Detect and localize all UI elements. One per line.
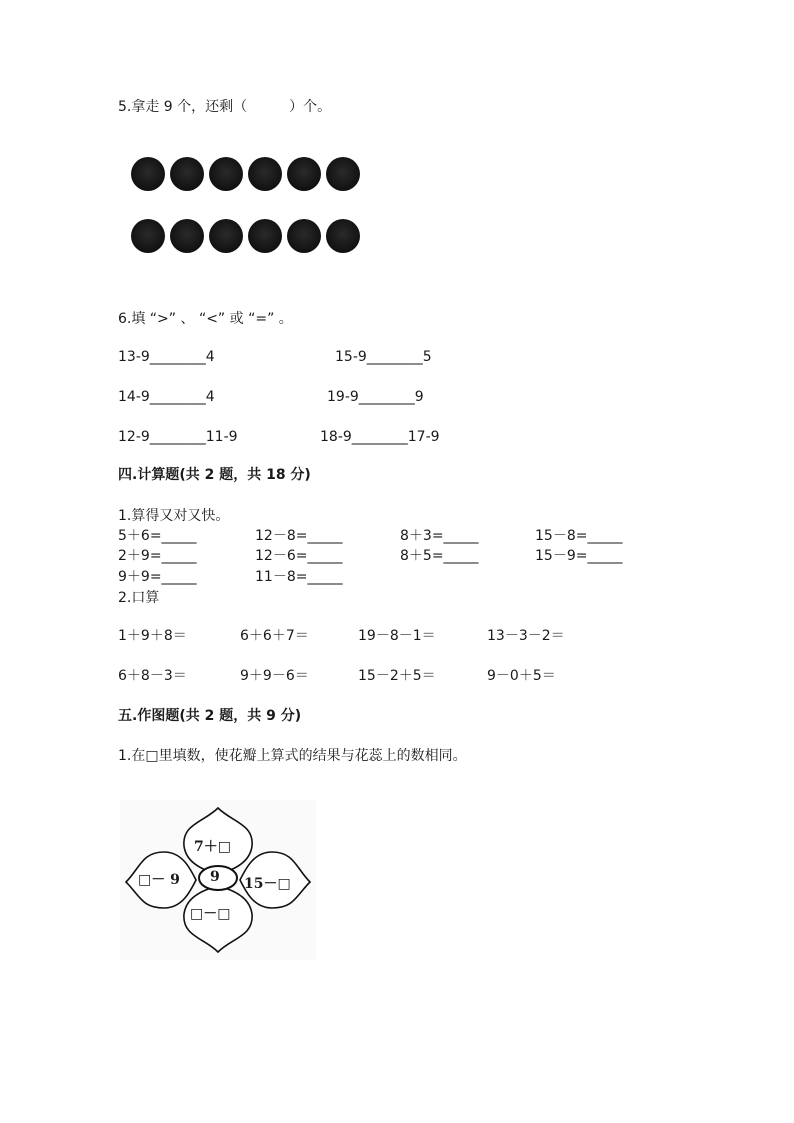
compare-item: 12-9________11-9	[118, 429, 238, 445]
compare-item: 15-9________5	[335, 349, 432, 365]
dot	[248, 219, 282, 253]
bottom-petal-expression: □－□	[190, 906, 231, 922]
calc-item: 11－8=_____	[255, 569, 343, 585]
dot	[287, 157, 321, 191]
calc-item: 12－8=_____	[255, 528, 343, 544]
mental-calc-item: 6＋8－3＝	[118, 668, 187, 684]
compare-item: 14-9________4	[118, 389, 215, 405]
drawing-q1-title: 1.在□里填数，使花瓣上算式的结果与花蕊上的数相同。	[118, 748, 467, 764]
calc-item: 2＋9=_____	[118, 548, 197, 564]
compare-item: 13-9________4	[118, 349, 215, 365]
dot	[287, 219, 321, 253]
compare-item: 19-9________9	[327, 389, 424, 405]
dot	[131, 219, 165, 253]
dot	[248, 157, 282, 191]
mental-calc-item: 6＋6＋7＝	[240, 628, 309, 644]
calc-item: 5＋6=_____	[118, 528, 197, 544]
section-5-heading: 五.作图题(共 2 题，共 9 分)	[118, 708, 302, 724]
calc-q2-title: 2.口算	[118, 590, 160, 606]
dot	[170, 157, 204, 191]
dot	[326, 157, 360, 191]
calc-item: 8＋3=_____	[400, 528, 479, 544]
calc-q1-title: 1.算得又对又快。	[118, 508, 230, 524]
flower-figure	[120, 800, 316, 960]
compare-item: 18-9________17-9	[320, 429, 440, 445]
question-5-text: 5.拿走 9 个，还剩（ ）个。	[118, 99, 332, 115]
calc-item: 9＋9=_____	[118, 569, 197, 585]
dot	[131, 157, 165, 191]
mental-calc-item: 19－8－1＝	[358, 628, 436, 644]
flower-center-number: 9	[210, 869, 220, 885]
mental-calc-item: 15－2＋5＝	[358, 668, 436, 684]
mental-calc-item: 13－3－2＝	[487, 628, 565, 644]
calc-item: 8＋5=_____	[400, 548, 479, 564]
top-petal-expression: 7＋□	[194, 839, 231, 855]
mental-calc-item: 1＋9＋8＝	[118, 628, 187, 644]
question-6-title: 6.填 “>” 、 “<” 或 “=” 。	[118, 311, 293, 327]
mental-calc-item: 9＋9－6＝	[240, 668, 309, 684]
dot	[209, 219, 243, 253]
right-petal-expression: 15－□	[244, 876, 291, 892]
left-petal-expression: □－ 9	[138, 872, 180, 888]
dot	[209, 157, 243, 191]
calc-item: 15－9=_____	[535, 548, 623, 564]
mental-calc-item: 9－0＋5＝	[487, 668, 556, 684]
calc-item: 12－6=_____	[255, 548, 343, 564]
calc-item: 15－8=_____	[535, 528, 623, 544]
section-4-heading: 四.计算题(共 2 题，共 18 分)	[118, 467, 311, 483]
dot	[326, 219, 360, 253]
dot	[170, 219, 204, 253]
